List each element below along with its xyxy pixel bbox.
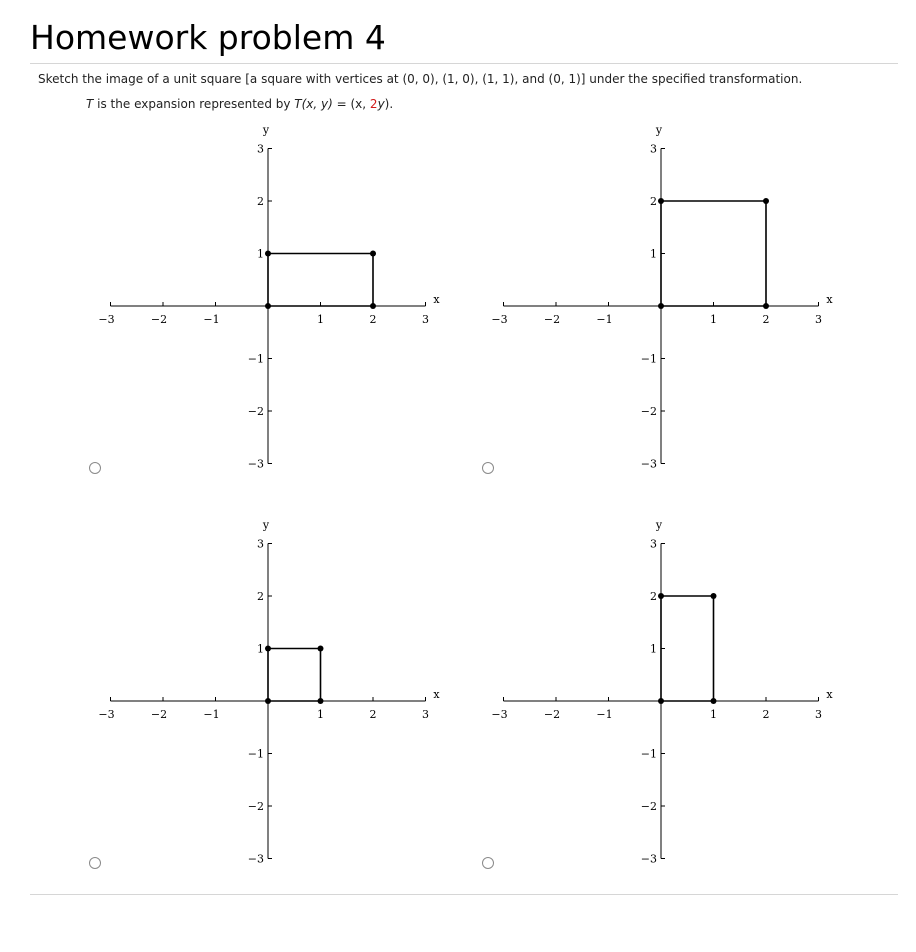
y-axis-label: y <box>655 123 663 137</box>
x-tick-label: −3 <box>98 708 115 721</box>
question-text: Sketch the image of a unit square [a square with vertices at (0, 0), (1, 0), (1, 1), and (0, 1)] under the specified transformation. <box>38 72 803 86</box>
transformed-square <box>661 596 714 701</box>
x-tick-label: −2 <box>150 708 168 721</box>
x-tick-label: −2 <box>543 313 561 326</box>
x-tick-label: −2 <box>543 708 561 721</box>
x-tick-label: −2 <box>150 313 168 326</box>
y-tick-label: −3 <box>247 852 264 866</box>
y-tick-label: −2 <box>640 800 657 813</box>
y-tick-label: −3 <box>640 457 657 471</box>
y-tick-label: 1 <box>257 247 264 261</box>
x-tick-label: −1 <box>596 708 613 721</box>
x-tick-label: −3 <box>491 313 508 326</box>
x-tick-label: 1 <box>710 313 717 326</box>
y-tick-label: −3 <box>640 852 657 866</box>
t-letter: T <box>86 97 94 111</box>
x-tick-label: 2 <box>762 708 770 721</box>
vertex-point <box>711 593 717 599</box>
bottom-divider <box>30 894 898 895</box>
x-tick-label: 3 <box>422 313 429 326</box>
vertex-point <box>658 593 664 599</box>
x-tick-label: −1 <box>203 708 220 721</box>
y-tick-label: 1 <box>257 642 264 656</box>
y-tick-label: 3 <box>650 537 657 551</box>
y-tick-label: −1 <box>640 352 657 366</box>
x-axis-label: x <box>433 688 440 701</box>
x-tick-label: 2 <box>369 313 377 326</box>
x-tick-label: −3 <box>491 708 508 721</box>
y-tick-label: 3 <box>257 142 264 156</box>
y-tick-label: 2 <box>650 590 657 603</box>
x-tick-label: 3 <box>815 313 822 326</box>
subq-text2: = (x, <box>332 97 370 111</box>
x-tick-label: 1 <box>317 313 324 326</box>
x-axis-label: x <box>433 293 440 306</box>
x-tick-label: −1 <box>203 313 220 326</box>
y-tick-label: −1 <box>247 352 264 366</box>
vertex-point <box>711 698 717 704</box>
y-tick-label: 3 <box>257 537 264 551</box>
y-tick-label: 3 <box>650 142 657 156</box>
x-tick-label: 2 <box>369 708 377 721</box>
x-tick-label: 2 <box>762 313 770 326</box>
x-tick-label: 1 <box>710 708 717 721</box>
y-tick-label: −2 <box>247 800 264 813</box>
y-axis-label: y <box>262 518 270 532</box>
y-tick-label: −3 <box>247 457 264 471</box>
x-tick-label: −1 <box>596 313 613 326</box>
subq-coef: 2 <box>369 97 378 111</box>
y-tick-label: −1 <box>640 747 657 761</box>
vertex-point <box>658 698 664 704</box>
y-axis-label: y <box>262 123 270 137</box>
y-tick-label: 2 <box>257 590 264 603</box>
x-tick-label: 3 <box>422 708 429 721</box>
x-tick-label: 1 <box>317 708 324 721</box>
y-tick-label: 2 <box>257 195 264 208</box>
graph-3 <box>491 519 833 866</box>
subq-var: y <box>377 97 385 111</box>
x-axis-label: x <box>826 688 833 701</box>
y-tick-label: 1 <box>650 642 657 656</box>
subq-func: T(x, y) <box>294 97 333 111</box>
x-axis-label: x <box>826 293 833 306</box>
y-tick-label: 2 <box>650 195 657 208</box>
y-tick-label: −2 <box>247 405 264 418</box>
subq-text1: is the expansion represented by <box>93 97 295 111</box>
subq-text3: ). <box>384 97 394 111</box>
y-axis-label: y <box>655 518 663 532</box>
page-title: Homework problem 4 <box>30 18 386 57</box>
y-tick-label: −2 <box>640 405 657 418</box>
y-tick-label: 1 <box>650 247 657 261</box>
x-tick-label: 3 <box>815 708 822 721</box>
y-tick-label: −1 <box>247 747 264 761</box>
x-tick-label: −3 <box>98 313 115 326</box>
